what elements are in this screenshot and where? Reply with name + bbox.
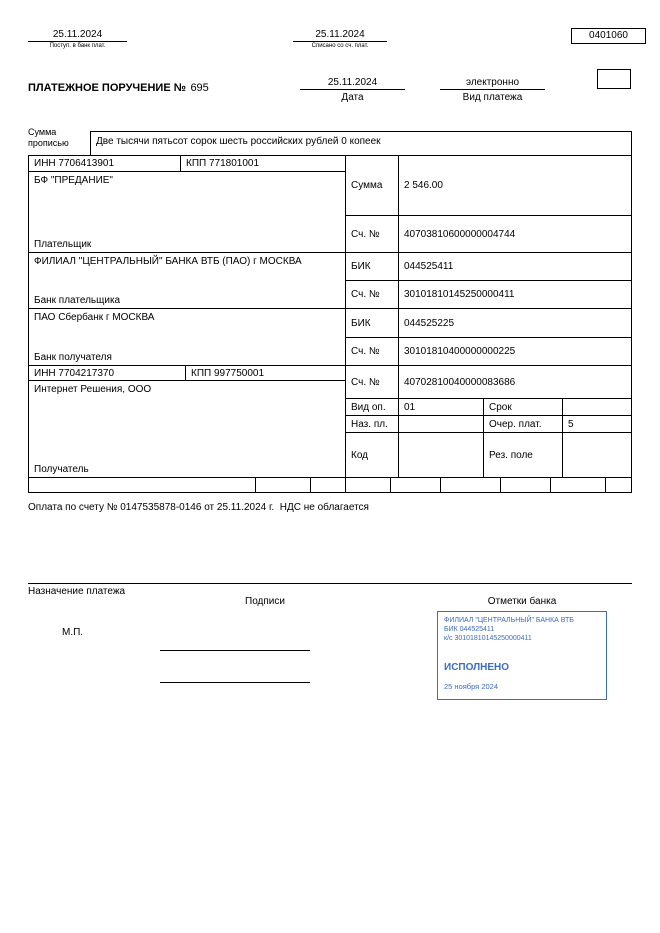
payer-name: БФ "ПРЕДАНИЕ": [34, 175, 113, 186]
payee-bank-caption: Банк получателя: [34, 352, 112, 363]
purpose-divider-line: [28, 583, 632, 584]
footer-cell: [390, 477, 440, 493]
payee-account-label: Сч. №: [345, 365, 398, 398]
priority-label: Очер. плат.: [483, 415, 562, 432]
term-label: Срок: [483, 398, 562, 415]
reserve-label: Рез. поле: [483, 432, 562, 477]
debited-date-caption: Списано со сч. плат.: [311, 43, 369, 49]
payer-bank-caption: Банк плательщика: [34, 295, 121, 306]
debited-date-block: [293, 29, 387, 49]
payer-bank-account-value: 30101810145250000411: [398, 280, 632, 308]
payer-account-value: 40703810600000004744: [398, 215, 632, 252]
payee-inn-cell: ИНН 7704217370: [28, 365, 185, 380]
footer-cell: [345, 477, 390, 493]
form-code-box: 0401060: [571, 28, 646, 44]
payer-caption: Плательщик: [34, 239, 92, 250]
payee-bank-bik-label: БИК: [345, 308, 398, 337]
payer-bank-account-label: Сч. №: [345, 280, 398, 308]
signatures-caption: Подписи: [245, 596, 285, 607]
sum-label: Сумма: [345, 155, 398, 215]
payee-bank-account-value: 30101810400000000225: [398, 337, 632, 365]
doc-date-block: [300, 77, 405, 103]
payee-bank-name: ПАО Сбербанк г МОСКВА: [34, 312, 155, 323]
received-date-caption: Поступ. в банк плат.: [49, 43, 106, 49]
payer-kpp-cell: КПП 771801001: [180, 155, 345, 171]
signature-line-2: [160, 682, 310, 683]
doc-number: 695: [190, 82, 209, 94]
purpose-code-label: Наз. пл.: [345, 415, 398, 432]
stamp-corr-account: к/с 30101810145250000411: [444, 635, 532, 642]
payment-purpose-caption: Назначение платежа: [28, 586, 126, 597]
purpose-code-value: [398, 415, 483, 432]
payee-kpp-cell: КПП 997750001: [185, 365, 345, 380]
empty-box: [597, 69, 631, 89]
stamp-bik: БИК 044525411: [444, 626, 495, 633]
payer-bank-cell: [28, 252, 345, 308]
footer-cell: [500, 477, 550, 493]
payment-kind-caption: Вид платежа: [462, 92, 523, 103]
doc-date: 25.11.2024: [300, 77, 405, 90]
amount-words-value: Две тысячи пятьсот сорок шесть российских рублей 0 копеек: [90, 131, 632, 155]
stamp-status: ИСПОЛНЕНО: [444, 662, 510, 673]
payee-bank-bik-value: 044525225: [398, 308, 632, 337]
payer-bank-bik-label: БИК: [345, 252, 398, 280]
debited-date: 25.11.2024: [293, 29, 387, 42]
footer-cell: [550, 477, 605, 493]
footer-cell: [255, 477, 310, 493]
payer-cell: [28, 171, 345, 252]
payee-account-value: 40702810040000083686: [398, 365, 632, 398]
footer-cell: [310, 477, 345, 493]
reserve-value: [562, 432, 632, 477]
payer-bank-bik-value: 044525411: [398, 252, 632, 280]
doc-date-caption: Дата: [341, 92, 364, 103]
payee-caption: Получатель: [34, 464, 89, 475]
stamp-bank-name: ФИЛИАЛ "ЦЕНТРАЛЬНЫЙ" БАНКА ВТБ: [444, 617, 574, 624]
term-value: [562, 398, 632, 415]
payer-bank-name: ФИЛИАЛ "ЦЕНТРАЛЬНЫЙ" БАНКА ВТБ (ПАО) г МОСКВА: [34, 256, 302, 267]
op-type-value: 01: [398, 398, 483, 415]
footer-cell: [28, 477, 255, 493]
bank-stamp: [437, 611, 607, 700]
doc-title: [28, 78, 209, 96]
amount-words-label: Сумма прописью: [28, 127, 69, 148]
payee-bank-account-label: Сч. №: [345, 337, 398, 365]
payee-name: Интернет Решения, ООО: [34, 384, 152, 395]
footer-cell: [605, 477, 632, 493]
stamp-date: 25 ноября 2024: [444, 682, 499, 691]
payee-cell: [28, 380, 345, 477]
priority-value: 5: [562, 415, 632, 432]
op-type-label: Вид оп.: [345, 398, 398, 415]
bank-marks-caption: Отметки банка: [487, 596, 557, 607]
received-date-block: [28, 29, 127, 49]
payer-inn-cell: ИНН 7706413901: [28, 155, 180, 171]
signature-line-1: [160, 650, 310, 651]
payment-kind: электронно: [440, 77, 545, 90]
payment-kind-block: [440, 77, 545, 103]
payment-purpose-text: Оплата по счету № 0147535878-0146 от 25.11.2024 г. НДС не облагается: [28, 502, 369, 513]
payee-bank-cell: [28, 308, 345, 365]
payer-account-label: Сч. №: [345, 215, 398, 252]
doc-title-label: ПЛАТЕЖНОЕ ПОРУЧЕНИЕ №: [28, 82, 186, 94]
footer-cell: [440, 477, 500, 493]
code-label: Код: [345, 432, 398, 477]
received-date: 25.11.2024: [28, 29, 127, 42]
mp-label: М.П.: [62, 627, 84, 638]
code-value: [398, 432, 483, 477]
sum-value: 2 546.00: [398, 155, 632, 215]
